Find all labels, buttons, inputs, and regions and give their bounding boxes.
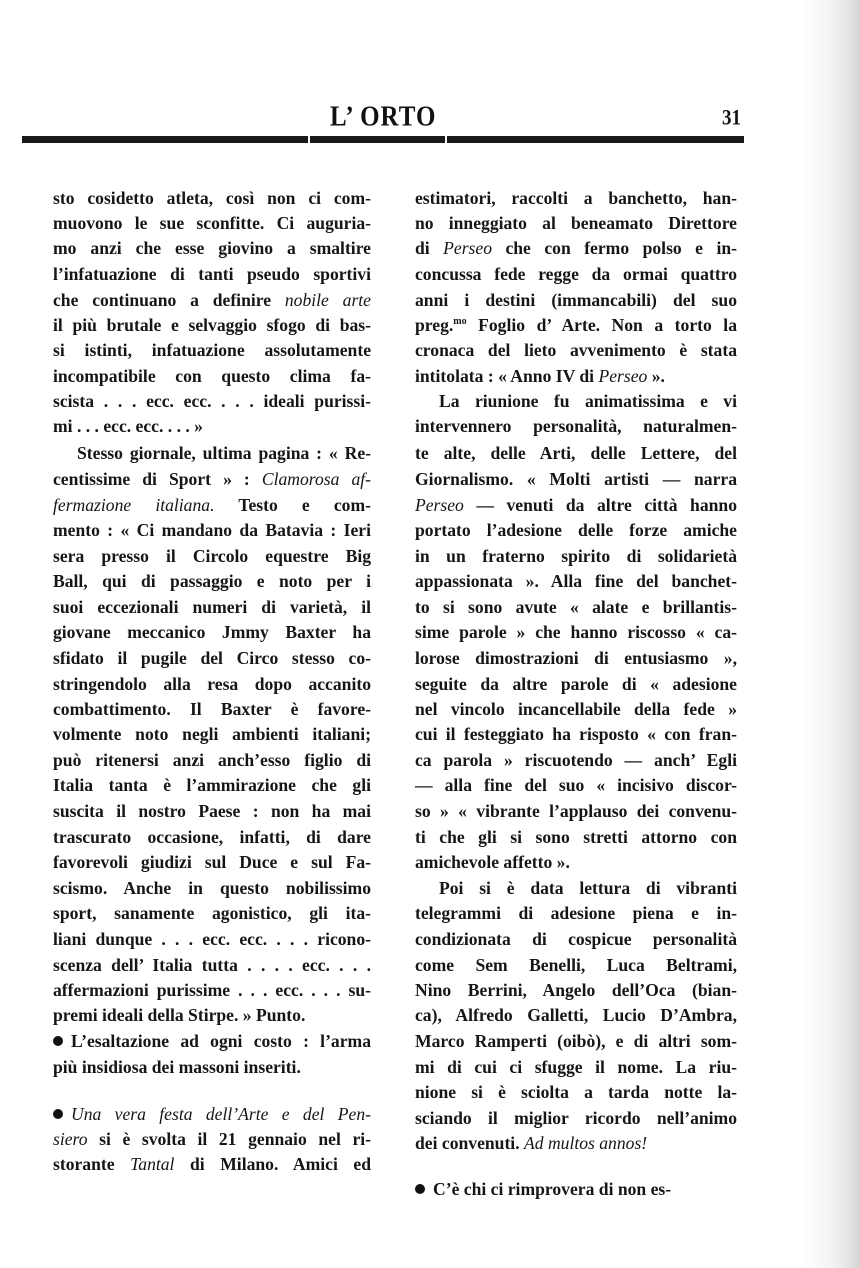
text-line: C’è chi ci rimprovera di non es-: [415, 1177, 737, 1201]
text-line: Perseo — venuti da altre città hanno: [415, 495, 737, 515]
text-line: favorevoli giudizi sul Duce e sul Fa-: [53, 852, 371, 872]
page-number: 31: [722, 106, 741, 131]
text-line: sto cosidetto atleta, così non ci com-: [53, 188, 371, 208]
text-line: scista . . . ecc. ecc. . . . ideali purissi-: [53, 391, 371, 411]
text-line: Giornalismo. « Molti artisti — narra: [415, 469, 737, 489]
text-line: lorose dimostrazioni di entusiasmo »,: [415, 648, 737, 668]
text-line: in un fraterno spirito di solidarietà: [415, 546, 737, 566]
text-line: l’infatuazione di tanti pseudo sportivi: [53, 264, 371, 284]
text-line: mo anzi che esse giovino a smaltire: [53, 238, 371, 258]
text-line: trascurato occasione, infatti, di dare: [53, 827, 371, 847]
text-line: ca), Alfredo Galletti, Lucio D’Ambra,: [415, 1005, 737, 1025]
text-line: scenza dell’ Italia tutta . . . . ecc. . . .: [53, 955, 371, 975]
text-line: preg.$^{mo}$ Foglio d’ Arte. Non a torto la: [415, 315, 737, 335]
text-line: come Sem Benelli, Luca Beltrami,: [415, 955, 737, 975]
running-head-title: L’ ORTO: [330, 102, 437, 133]
text-line: ca parola » riscuotendo — anch’ Egli: [415, 750, 737, 770]
text-line: fermazione italiana. Testo e com-: [53, 495, 371, 515]
bullet-icon: [415, 1184, 425, 1194]
text-line: si istinti, infatuazione assolutamente: [53, 340, 371, 360]
text-line: cronaca del lieto avvenimento è stata: [415, 340, 737, 360]
text-line: so » « vibrante l’applauso dei convenu-: [415, 801, 737, 821]
text-line: affermazioni purissime . . . ecc. . . . su-: [53, 980, 371, 1000]
text-line: scismo. Anche in questo nobilissimo: [53, 878, 371, 898]
text-line: intitolata : « Anno IV di Perseo ».: [415, 366, 665, 386]
text-line: di Perseo che con fermo polso e in-: [415, 238, 737, 258]
italic-text: Ad multos annos!: [524, 1133, 648, 1153]
superscript-text: mo: [453, 316, 467, 327]
text-line: sport, sanamente agonistico, gli ita-: [53, 903, 371, 923]
text-line: può ritenersi anzi anch’esso figlio di: [53, 750, 371, 770]
text-line: sime parole » che hanno riscosso « ca-: [415, 622, 737, 642]
italic-text: Tantal: [130, 1154, 175, 1174]
text-line: sera presso il Circolo equestre Big: [53, 546, 371, 566]
bullet-icon: [53, 1109, 63, 1119]
italic-text: nobile arte: [284, 290, 371, 310]
text-line: nione si è sciolta a tarda notte la-: [415, 1082, 737, 1102]
text-line: muovono le sue sconfitte. Ci auguria-: [53, 213, 371, 233]
text-line: telegrammi di adesione piena e in-: [415, 903, 737, 923]
text-line: premi ideali della Stirpe. » Punto.: [53, 1005, 306, 1025]
text-line: seguite da altre parole di « adesione: [415, 674, 737, 694]
text-line: amichevole affetto ».: [415, 852, 570, 872]
text-line: [53, 1102, 371, 1126]
text-line: suoi eccezionali numeri di varietà, il: [53, 597, 371, 617]
text-line: combattimento. Il Baxter è favore-: [53, 699, 371, 719]
text-line: ti che gli si sono stretti attorno con: [415, 827, 737, 847]
text-line: to si sono avute « alate e brillantis-: [415, 597, 737, 617]
text-line: cui il festeggiato ha risposto « con fran-: [415, 724, 737, 744]
text-line: La riunione fu animatissima e vi: [439, 391, 737, 411]
text-line: estimatori, raccolti a banchetto, han-: [415, 188, 737, 208]
text-line: Italia tanta è l’ammirazione che gli: [53, 775, 371, 795]
text-line: portato l’adesione delle forze amiche: [415, 520, 737, 540]
text-line: il più brutale e selvaggio sfogo di bas-: [53, 315, 371, 335]
text-line: Ball, qui di passaggio e noto per i: [53, 571, 371, 591]
text-line: L’esaltazione ad ogni costo : l’arma: [53, 1029, 371, 1053]
text-line: Poi si è data lettura di vibranti: [439, 878, 737, 898]
text-line: concussa fede regge da ormai quattro: [415, 264, 737, 284]
text-line: volmente noto negli ambienti italiani;: [53, 724, 371, 744]
italic-text: fermazione italiana.: [53, 495, 215, 515]
text-line: stringendolo alla resa dopo accanito: [53, 674, 371, 694]
text-line: sfidato il pugile del Circo stesso co-: [53, 648, 371, 668]
text-line: giovane meccanico Jmmy Baxter ha: [53, 622, 371, 642]
italic-text: Perseo: [598, 366, 648, 386]
text-line: mento : « Ci mandano da Batavia : Ieri: [53, 520, 371, 540]
italic-text: Clamorosa af-: [261, 469, 371, 489]
text-line: appassionata ». Alla fine del banchet-: [415, 571, 737, 591]
text-line: Nino Berrini, Angelo dell’Oca (bian-: [415, 980, 737, 1000]
text-line: che continuano a definire nobile arte: [53, 290, 371, 310]
text-line: suscita il nostro Paese : non ha mai: [53, 801, 371, 821]
text-line: no inneggiato al beneamato Direttore: [415, 213, 737, 233]
italic-text: Perseo: [415, 495, 464, 515]
text-line: mi . . . ecc. ecc. . . . »: [53, 416, 203, 436]
text-line: siero si è svolta il 21 gennaio nel ri-: [53, 1129, 371, 1149]
text-line: incompatibile con questo clima fa-: [53, 366, 371, 386]
text-line: Stesso giornale, ultima pagina : « Re-: [77, 443, 371, 463]
header-rule: [310, 136, 445, 143]
italic-text: Una vera festa dell’Arte e del Pen-: [71, 1104, 371, 1124]
text-line: nel vincolo incancellabile della fede »: [415, 699, 737, 719]
text-line: centissime di Sport » : Clamorosa af-: [53, 469, 371, 489]
text-line: mi di cui ci sfugge il nome. La riu-: [415, 1057, 737, 1077]
bullet-icon: [53, 1036, 63, 1046]
text-line: — alla fine del suo « incisivo discor-: [415, 775, 737, 795]
text-line: te alte, delle Arti, delle Lettere, del: [415, 443, 737, 463]
text-line: condizionata di cospicue personalità: [415, 929, 737, 949]
text-line: liani dunque . . . ecc. ecc. . . . ricono-: [53, 929, 371, 949]
header-rule: [447, 136, 744, 143]
header-rule: [22, 136, 308, 143]
text-line: Marco Ramperti (oibò), e di altri som-: [415, 1031, 737, 1051]
text-line: storante Tantal di Milano. Amici ed: [53, 1154, 371, 1174]
text-line: anni i destini (immancabili) del suo: [415, 290, 737, 310]
text-line: più insidiosa dei massoni inseriti.: [53, 1057, 301, 1077]
italic-text: Perseo: [443, 238, 492, 258]
italic-text: siero: [53, 1129, 88, 1149]
text-line: sciando il miglior ricordo nell’animo: [415, 1108, 737, 1128]
text-line: dei convenuti. Ad multos annos!: [415, 1133, 648, 1153]
text-line: intervennero personalità, naturalmen-: [415, 416, 737, 436]
